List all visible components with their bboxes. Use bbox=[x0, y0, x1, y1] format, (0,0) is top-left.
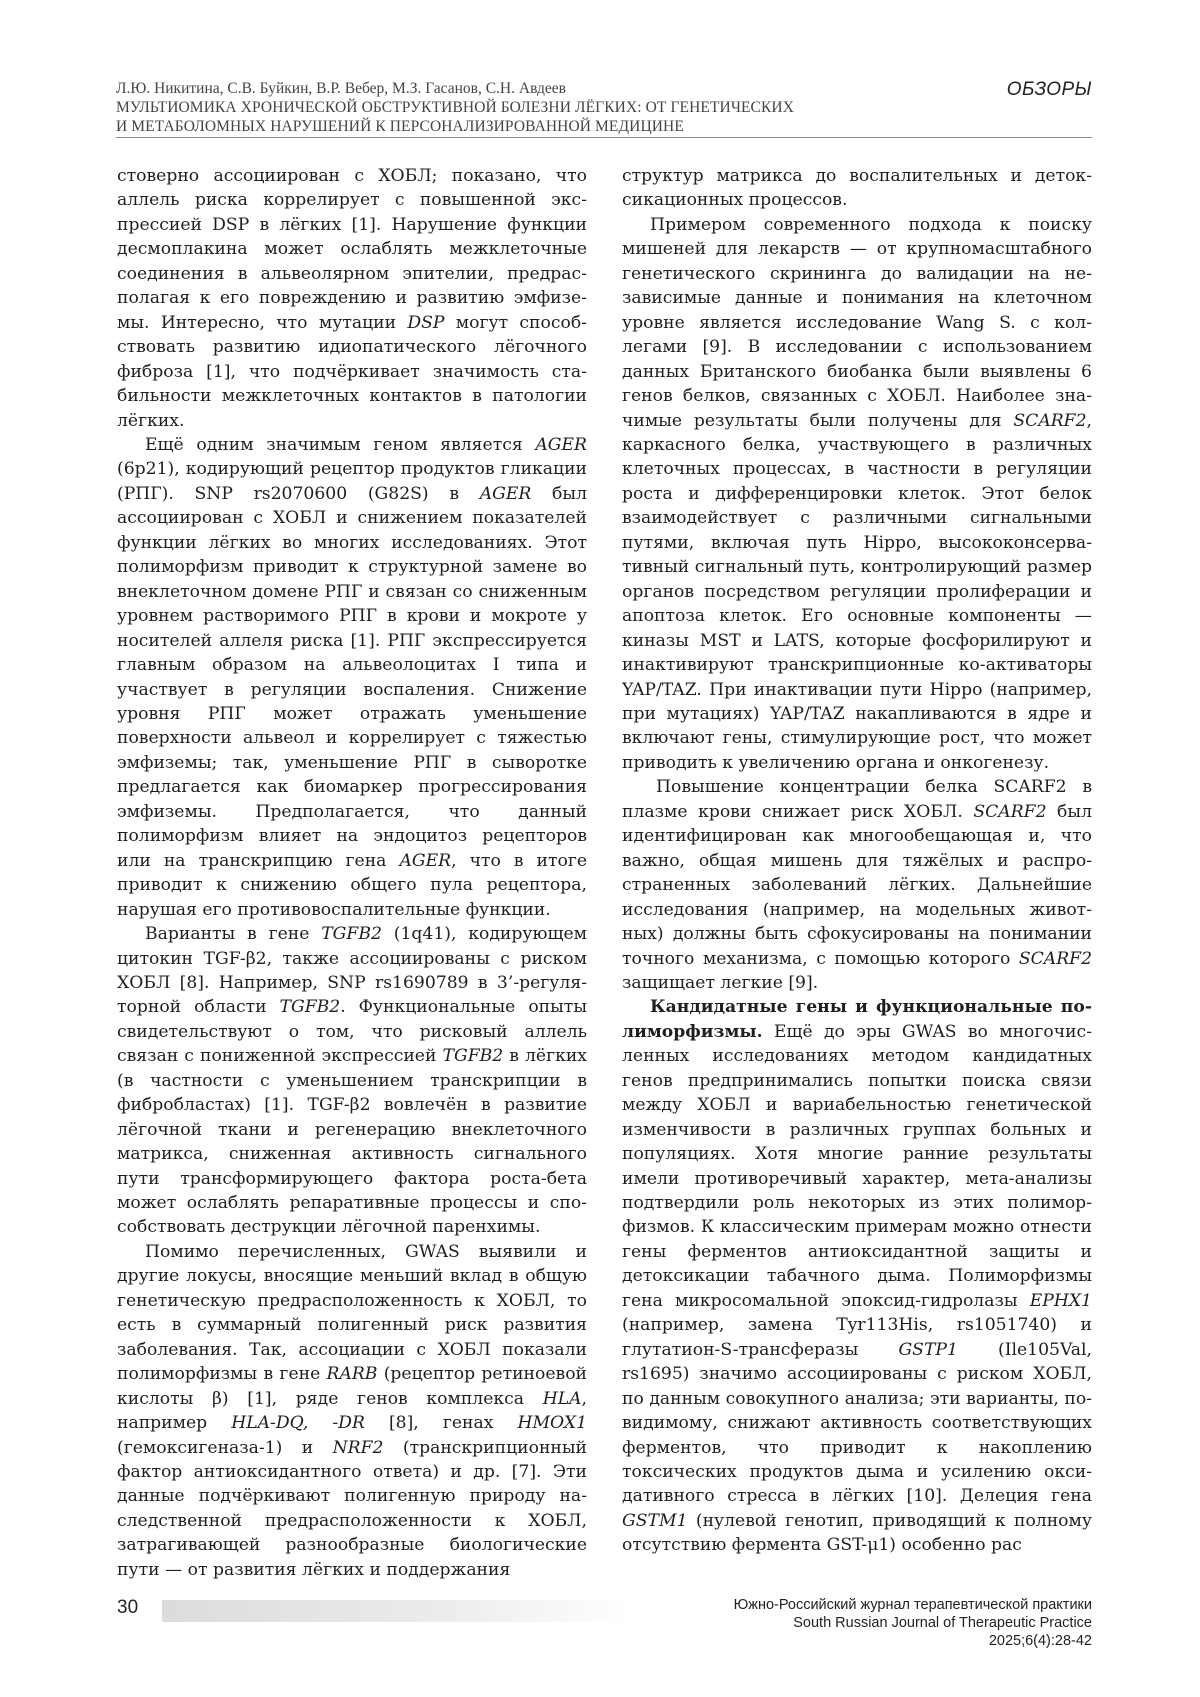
gene-name: AGER bbox=[399, 850, 452, 871]
text-run: в лёгких (в частности с уменьшением транскрипции в фибробластах) [1]. TGF-β2 вовлечён в развитие лёгочной ткани и регенерацию внеклеточного матрикса, сниженная активность сигнального пути трансформирующего фактора роста-бета может ослаблять репаративные процессы и способствовать деструкции лёгочной паренхимы. bbox=[117, 1046, 587, 1238]
text-run: (например, замена Tyr113His, rs1051740) и глутатион-S-трансферазы bbox=[622, 1315, 1092, 1360]
text-run: (рецептор ретиноевой кислоты β) [1], ряде генов комплекса bbox=[117, 1364, 587, 1409]
text-run: стоверно ассоциирован с ХОБЛ; показано, что аллель риска коррелирует с повышенной экспрессией DSP в лёгких [1]. Нарушение функции десмоплакина может ослаблять межклеточные соединения в альвеолярном эпителии, предрасполагая к его повреждению и развитию эмфиземы. Интересно, что мутации bbox=[117, 166, 587, 333]
gene-name: HLA bbox=[542, 1388, 582, 1409]
paragraph bbox=[622, 213, 1092, 775]
journal-info bbox=[734, 1596, 1092, 1650]
text-run: был ассоциирован с ХОБЛ и снижением показателей функции лёгких во многих исследованиях. Этот полиморфизм приводит к структурной замене во внеклеточном домене РПГ и связан со сниженным уровнем растворимого РПГ в крови и мокроте у носителей аллеля риска [1]. РПГ экспрессируется главным образом на альвеолоцитах I типа и участвует в регуляции воспаления. Снижение уровня РПГ может отражать уменьшение поверхности альвеол и коррелирует с тяжестью эмфиземы; так, уменьшение РПГ в сыворотке предлагается как биомаркер прогрессирования эмфиземы. Предполагается, что данный полиморфизм влияет на эндоцитоз рецепторов или на транскрипцию гена bbox=[117, 483, 587, 871]
text-run: защищает легкие [9]. bbox=[622, 972, 819, 993]
right-column bbox=[622, 164, 1092, 1558]
header-title-line-1: МУЛЬТИОМИКА ХРОНИЧЕСКОЙ ОБСТРУКТИВНОЙ БОЛЕЗНИ ЛЁГКИХ: ОТ ГЕНЕТИЧЕСКИХ bbox=[116, 99, 795, 116]
journal-citation: 2025;6(4):28-42 bbox=[988, 1633, 1092, 1649]
header-title-line-2: И МЕТАБОЛОМНЫХ НАРУШЕНИЙ К ПЕРСОНАЛИЗИРОВАННОЙ МЕДИЦИНЕ bbox=[116, 118, 684, 135]
paragraph bbox=[117, 164, 587, 433]
text-run: Ещё до эры GWAS во многочисленных исследованиях методом кандидатных генов предпринимались попытки поиска связи между ХОБЛ и вариабельностью генетической изменчивости в различных группах больных и популяциях. Хотя многие ранние результаты имели противоречивый характер, мета-анализы подтвердили роль некоторых из этих полиморфизмов. К классическим примерам можно отнести гены ферментов антиоксидантной защиты и детоксикации табачного дыма. Полиморфизмы гена микросомальной эпоксид-гидролазы bbox=[622, 1021, 1092, 1311]
text-run: был идентифицирован как многообещающая и, что важно, общая мишень для тяжёлых и распространенных заболеваний лёгких. Дальнейшие исследования (например, на модельных животных) должны быть сфокусированы на понимании точного механизма, с помощью которого bbox=[622, 801, 1092, 969]
header-authors: Л.Ю. Никитина, С.В. Буйкин, В.Р. Вебер, М.З. Гасанов, С.Н. Авдеев bbox=[116, 80, 566, 97]
left-column bbox=[117, 164, 587, 1582]
text-run: Помимо перечисленных, GWAS выявили и другие локусы, вносящие меньший вклад в общую генетическую предрасположенность к ХОБЛ, то есть в суммарный полигенный риск развития заболевания. Так, ассоциации с ХОБЛ показали полиморфизмы в гене bbox=[117, 1241, 587, 1385]
journal-name-ru: Южно-Российский журнал терапевтической практики bbox=[733, 1597, 1092, 1613]
gene-name: HMOX1 bbox=[517, 1413, 588, 1434]
paragraph bbox=[622, 775, 1092, 995]
text-run: Примером современного подхода к поиску мишеней для лекарств — от крупномасштабного генетического скрининга до валидации на независимые данные и понимания на клеточном уровне является исследование Wang S. с коллегами [9]. В исследовании с использованием данных Британского биобанка были выявлены 6 генов белков, связанных с ХОБЛ. Наиболее значимые результаты были получены для bbox=[622, 214, 1092, 431]
paragraph bbox=[117, 922, 587, 1240]
gene-name: SCARF2 bbox=[1013, 410, 1087, 431]
paragraph bbox=[117, 1240, 587, 1582]
text-run: (Ile105Val, rs1695) значимо ассоциированы с риском ХОБЛ, по данным совокупного анализа; эти варианты, по-видимому, снижают активность соответствующих ферментов, что приводит к накоплению токсических продуктов дыма и усилению оксидативного стресса в лёгких [10]. Делеция гена bbox=[622, 1339, 1092, 1507]
journal-name-en: South Russian Journal of Therapeutic Practice bbox=[793, 1615, 1092, 1631]
text-run: (транскрипционный фактор антиоксидантного ответа) и др. [7]. Эти данные подчёркивают полигенную природу наследственной предрасположенности к ХОБЛ, затрагивающей разнообразные биологические пути — от развития лёгких и поддержания bbox=[117, 1437, 587, 1580]
text-run: (6p21), кодирующий рецептор продуктов гликации (РПГ). SNP rs2070600 (G82S) в bbox=[117, 459, 587, 504]
text-run: , что в итоге приводит к снижению общего пула рецептора, нарушая его противовоспалительные функции. bbox=[117, 850, 587, 920]
gene-name: GSTP1 bbox=[898, 1339, 958, 1360]
text-run: . Функциональные опыты свидетельствуют о том, что рисковый аллель связан с пониженной экспрессией bbox=[117, 997, 587, 1067]
subheading: Кандидатные гены и функциональные полиморфизмы. bbox=[622, 997, 1092, 1042]
gene-name: EPHX1 bbox=[1029, 1290, 1092, 1311]
gene-name: SCARF2 bbox=[1018, 948, 1092, 969]
text-run: (1q41), кодирующем цитокин TGF-β2, также ассоциированы с риском ХОБЛ [8]. Например, SNP rs1690789 в 3’-регуляторной области bbox=[117, 924, 587, 1018]
gene-name: TGFB2 bbox=[442, 1046, 504, 1067]
text-run: , например bbox=[117, 1388, 587, 1434]
header-divider bbox=[116, 137, 1092, 138]
paragraph bbox=[622, 995, 1092, 1557]
paragraph bbox=[117, 433, 587, 922]
gene-name: HLA-DQ, -DR bbox=[231, 1413, 365, 1434]
gene-name: TGFB2 bbox=[279, 997, 341, 1018]
gene-name: AGER bbox=[535, 434, 587, 455]
text-run: , каркасного белка, участвующего в различных клеточных процессах, в частности в регуляции роста и дифференцировки клеток. Этот белок взаимодействует с различными сигнальными путями, включая путь Hippo, высококонсервативный сигнальный путь, контролирующий размер органов посредством регуляции пролиферации и апоптоза клеток. Его основные компоненты — киназы MST и LATS, которые фосфорилируют и инактивируют транскрипционные ко-активаторы YAP/TAZ. При инактивации пути Hippo (например, при мутациях) YAP/TAZ накапливаются в ядре и включают гены, стимулирующие рост, что может приводить к увеличению органа и онкогенезу. bbox=[622, 410, 1092, 773]
text-run: Повышение концентрации белка SCARF2 в плазме крови снижает риск ХОБЛ. bbox=[622, 777, 1092, 822]
page-number: 30 bbox=[117, 1597, 139, 1618]
text-run: Ещё одним значимым геном является bbox=[145, 434, 536, 455]
paragraph bbox=[622, 164, 1092, 213]
footer-gradient-bar bbox=[162, 1600, 632, 1622]
section-label: ОБЗОРЫ bbox=[1006, 79, 1092, 100]
gene-name: NRF2 bbox=[332, 1437, 384, 1458]
gene-name: RARB bbox=[326, 1364, 378, 1385]
text-run: (нулевой генотип, приводящий к полному отсутствию фермента GST-μ1) особенно рас bbox=[622, 1510, 1092, 1556]
text-run: (гемоксигеназа-1) и bbox=[117, 1437, 333, 1458]
gene-name: AGER bbox=[479, 483, 532, 504]
running-header bbox=[116, 79, 1092, 135]
gene-name: DSP bbox=[407, 312, 445, 333]
text-run: [8], генах bbox=[364, 1413, 518, 1434]
gene-name: TGFB2 bbox=[321, 924, 382, 945]
gene-name: GSTM1 bbox=[622, 1510, 688, 1531]
text-run: Варианты в гене bbox=[145, 924, 322, 945]
text-run: могут способствовать развитию идиопатического лёгочного фиброза [1], что подчёркивает значимость стабильности межклеточных контактов в патологии лёгких. bbox=[117, 312, 587, 431]
gene-name: SCARF2 bbox=[973, 801, 1047, 822]
text-run: структур матрикса до воспалительных и детоксикационных процессов. bbox=[622, 166, 1092, 211]
